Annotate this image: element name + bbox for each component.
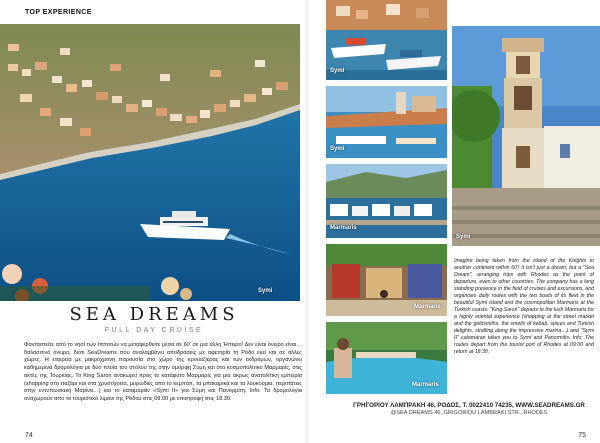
photo-symi-boats — [326, 0, 447, 80]
photo-marmaris-marina — [326, 164, 447, 238]
article-subtitle: FULL DAY CRUISE — [104, 327, 204, 334]
photo-marmaris-bazaar — [326, 244, 447, 316]
contact-block — [338, 402, 600, 416]
thumb-caption-3: Marmaris — [330, 225, 357, 231]
contact-line-english: @SEA DREAMS 46, GRIGORIOU LAMBRAKI STR., RHODES — [390, 410, 548, 416]
thumb-caption-1: Symi — [330, 68, 345, 74]
hero-caption: Symi — [258, 288, 273, 294]
section-label: TOP EXPERIENCE — [25, 9, 92, 16]
photo-symi-bell-tower — [452, 26, 600, 246]
page-number-right: 75 — [578, 432, 586, 439]
thumb-caption-4: Marmaris — [414, 304, 441, 310]
title-block — [0, 304, 308, 334]
page-number-left: 74 — [25, 432, 33, 439]
contact-line-greek: ΓΡΗΓΟΡΙΟΥ ΛΑΜΠΡΑΚΗ 46, ΡΟΔΟΣ, T. 0022410 74235, WWW.SEADREAMS.GR — [353, 402, 585, 409]
thumb-caption-2: Symi — [330, 146, 345, 152]
body-text-english: Imagine being taken from the island of the Knights to another continent within 60'! It isn't just a dream, but a "Sea Dream", arranging trips with Rhodes as the point of departure, even to other countries. The company has a long standing presence in the field of cruises and excursions, and organises daily routes with the two boats of its fleet in the beautiful Symi island and the cosmopolitan Marmaris at the Turkish coasts. "King Saron" departs to the lush Marmaris for a highly oriental experience (shopping at the street market and the goldsmiths, the smells of kebab, spices and Turkish delights, strolling along the impressive marina…) and "Symi II" catamaran takes you to Symi and Panormitis. Info: The routes depart from the tourist port of Rhodes at 09:00 and return at 18:30. — [454, 258, 594, 355]
hero-photo-symi-harbour — [0, 24, 300, 301]
photo-marmaris-pool — [326, 322, 447, 394]
article-title: SEA DREAMS — [69, 304, 239, 325]
thumb-caption-5: Marmaris — [412, 382, 439, 388]
photo-symi-waterfront — [326, 86, 447, 158]
body-text-greek: Φανταστείτε από το νησί των Ιπποτών να μεταφερθείτε μέσα σε 60' σε μια άλλη Ήπειρο! Δεν είναι όνειρο είναι… θαλασσινό όνειρο, διότι SeaDreams που αναλαμβάνει αποδράσεις με αφετηρία τη Ρόδο εκεί και σε άλλες χώρες. Η εταιρεία με μακρόχρονη παρουσία στο χώρο της κρουαζιέρας και των εκδρομών, οργανώνει καθημερινά δρομολόγια με δύο πλοία του στόλου της στην όμορφη Σύμη και στο κοσμοπολίτικο Μαρμαρίς, στις ακτές της Τουρκίας. Το King Saron ανακωρεί προς το κατάφυτο Μαρμαρίς για μια άκρως ανατολίτικη εμπειρία (shopping στο παζάρι και στα χρυσοχοεία, μυρωδιές από το κεμπάπ, τα μπακαρικά και τα λουκούμια, περιπάτεις στην εντυπωσιακή Μαρίνα…) και το καταμαράν «Symi II» για Σύμη και Πανορμίτη. Ιnfo: Τα δρομολόγια αναχωρούν από το τουριστικό λιμάνι της Ρόδου στις 09.00 με επιστροφή στις 18.30. — [24, 342, 302, 402]
thumb-caption-6: Symi — [456, 234, 471, 240]
